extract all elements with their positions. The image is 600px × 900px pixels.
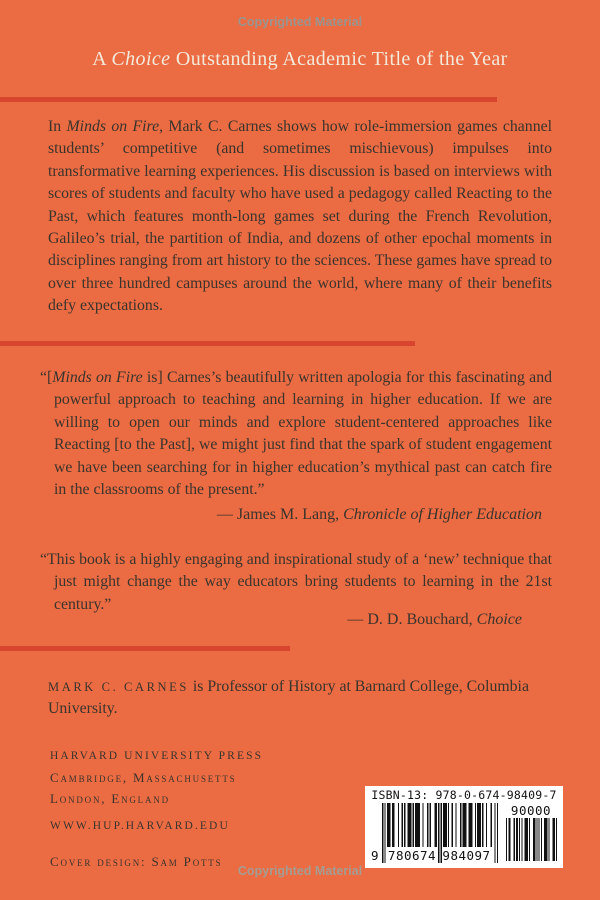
award-banner [0,48,600,71]
isbn-label: ISBN-13: 978-0-674-98409-7 [371,788,557,802]
isbn-barcode-panel [365,786,563,868]
divider-rule-bottom [0,646,290,651]
author-bio [48,676,552,721]
author-bio-text: is Professor of History at Barnard College, Columbia University. [48,678,529,718]
quote2-body: “This book is a highly engaging and inspirational study of a ‘new’ technique that just might change the way educators bring students to learning in the 21st century.” [40,551,552,613]
description-book-title: Minds on Fire [66,118,160,135]
publisher-name: HARVARD UNIVERSITY PRESS [50,750,264,762]
ean13-digit-group-1: 780674 [387,848,437,863]
attribution2-name: — D. D. Bouchard, [347,611,477,628]
award-banner-journal: Choice [111,48,171,70]
publisher-location-cambridge: Cambridge, Massachusetts [50,770,237,785]
ean13-first-digit: 9 [371,848,380,863]
award-banner-pre: A [92,48,112,70]
review-quote-1 [40,367,552,501]
ean5-supplement-barcode [505,803,557,865]
ean13-barcode [371,803,499,865]
review-quote-2 [40,549,552,616]
ean5-bars-icon [505,818,557,861]
description-body: , Mark C. Carnes shows how role-immersion games channel students’ competitive (and sometimes mischievous) impulses into transformative learning experiences. His discussion is based on interviews with scores of students and faculty who have used a pedagogy called Reacting to the Past, which features month-long games set during the French Revolution, Galileo’s trial, the partition of India, and dozens of other epochal moments in disciplines ranging from art history to the sciences. These games have spread to over three hundred campuses around the world, where many of their benefits defy expectations. [48,118,552,315]
publisher-website: WWW.HUP.HARVARD.EDU [50,820,230,832]
ean13-digit-group-2: 984097 [442,848,491,863]
quote1-open: “[ [40,369,53,386]
cover-design-credit: Cover design: Sam Potts [50,854,223,869]
attribution1-name: — James M. Lang, [216,506,344,523]
barcode-row [371,803,557,865]
divider-rule-top [0,97,497,102]
quote1-body: is] Carnes’s beautifully written apologia for this fascinating and powerful approach to teaching and learning in higher education. If we are willing to open our minds and explore student-centered approaches like Reacting [to the Past], we might just find that the spark of student engagement we have been searching for in higher education’s mythical past can catch fire in the classrooms of the present.” [54,369,552,499]
copyrighted-material-watermark-top: Copyrighted Material [237,15,363,29]
author-name: MARK C. CARNES [48,680,189,694]
description-pre: In [48,118,67,135]
ean5-supplement-digits: 90000 [510,803,552,818]
award-banner-post: Outstanding Academic Title of the Year [170,48,508,70]
book-description [48,116,552,318]
quote1-book-title: Minds on Fire [52,369,143,386]
divider-rule-middle [0,341,415,346]
attribution1-source: Chronicle of Higher Education [343,506,542,523]
attribution2-source: Choice [476,611,522,628]
copyrighted-material-watermark-bottom: Copyrighted Material [237,864,363,878]
reviewer-attribution-1 [48,506,548,524]
publisher-location-london: London, England [50,791,170,806]
reviewer-attribution-2 [48,611,548,629]
